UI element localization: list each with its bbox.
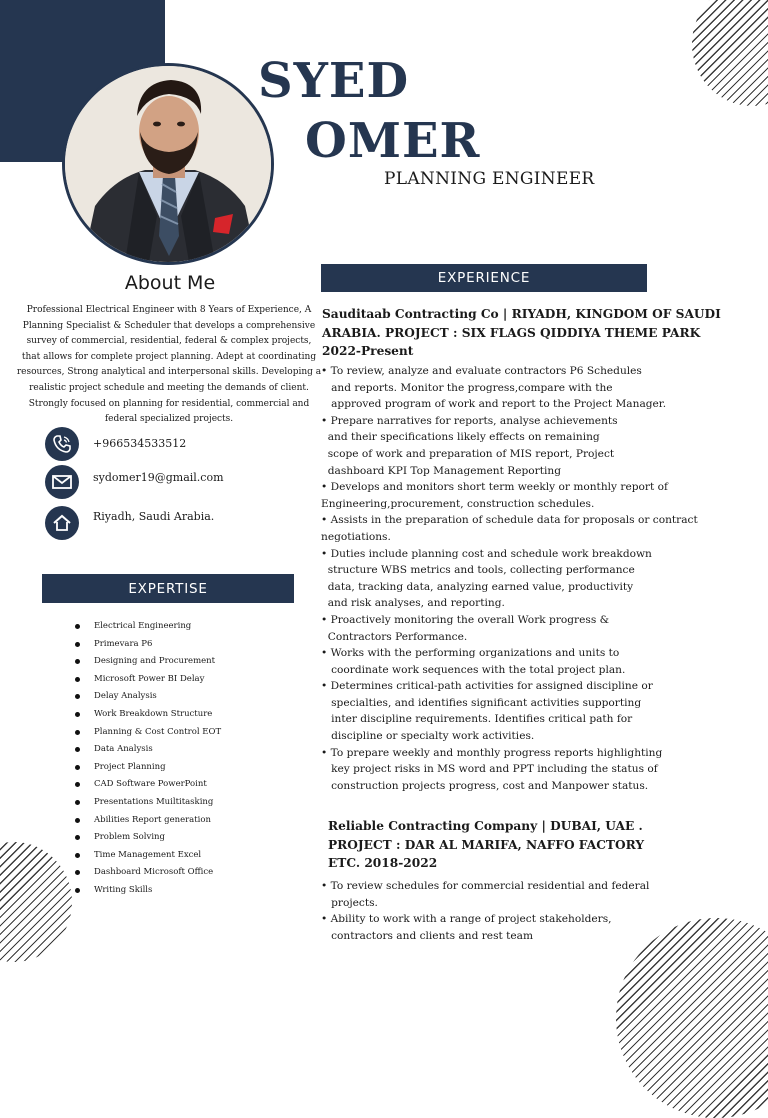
job-header — [328, 817, 658, 873]
about-line: realistic project schedule and meeting the demands of client. — [29, 382, 309, 393]
hatched-circle-decoration — [0, 842, 72, 962]
email-address[interactable]: sydomer19@gmail.com — [93, 471, 224, 484]
bullet-line: dashboard KPI Top Management Reporting — [321, 464, 561, 477]
list-item: Electrical Engineering — [74, 619, 221, 637]
address: Riyadh, Saudi Arabia. — [93, 510, 215, 523]
list-item: Abilities Report generation — [74, 813, 221, 831]
bullet-line: discipline or specialty work activities. — [321, 730, 535, 743]
job-title: PLANNING ENGINEER — [384, 169, 595, 189]
bullet-line: and risk analyses, and reporting. — [321, 597, 505, 610]
job-header-line: PROJECT : DAR AL MARIFA, NAFFO FACTORY — [328, 837, 645, 852]
bullet-line: and their specifications likely effects on remaining — [321, 431, 600, 444]
about-line: Strongly focused on planning for residential, commercial and — [28, 398, 310, 409]
bullet-line: • Works with the performing organizations and units to — [321, 647, 620, 660]
bullet-line: approved program of work and report to the Project Manager. — [321, 398, 667, 411]
bullet-line: • Determines critical-path activities for assigned discipline or — [321, 680, 653, 693]
bullet-line: structure WBS metrics and tools, collecting performance — [321, 564, 635, 577]
job-header-line: Sauditaab Contracting Co | RIYADH, KINGDOM OF SAUDI — [322, 307, 721, 321]
list-item: Dashboard Microsoft Office — [74, 865, 221, 883]
expertise-list — [74, 619, 221, 901]
bullet-line: • Ability to work with a range of project stakeholders, — [321, 913, 612, 926]
bullet-line: • Proactively monitoring the overall Work progress & — [321, 613, 610, 626]
list-item: Primevara P6 — [74, 637, 221, 655]
bullet-line: inter discipline requirements. Identifies critical path for — [321, 713, 633, 726]
list-item: Planning & Cost Control EOT — [74, 725, 221, 743]
bullet-line: data, tracking data, analyzing earned value, productivity — [321, 580, 634, 593]
bullet-line: projects. — [321, 896, 378, 909]
about-line: federal specialized projects. — [104, 414, 234, 425]
list-item: Project Planning — [74, 760, 221, 778]
experience-heading: EXPERIENCE — [321, 264, 647, 292]
hatched-circle-decoration — [616, 918, 768, 1118]
job-header-line: 2022-Present — [322, 344, 414, 358]
name-second-line: OMER — [305, 113, 481, 169]
bullet-line: Contractors Performance. — [321, 630, 468, 643]
bullet-line: key project risks in MS word and PPT including the status of — [321, 763, 658, 776]
envelope-icon — [45, 465, 79, 499]
list-item: Designing and Procurement — [74, 654, 221, 672]
list-item: Writing Skills — [74, 883, 221, 901]
profile-photo — [62, 63, 274, 265]
about-line: that allows for complete project planning. Adept at coordinating — [21, 351, 317, 362]
about-line: Professional Electrical Engineer with 8 Years of Experience, A — [26, 305, 312, 315]
job-header-line: ETC. 2018-2022 — [328, 856, 438, 870]
bullet-line: construction projects progress, cost and Manpower status. — [321, 779, 649, 792]
about-text — [14, 303, 324, 428]
about-line: resources, Strong analytical and interpersonal skills. Developing a — [16, 367, 322, 378]
job-header — [322, 305, 722, 361]
list-item: Delay Analysis — [74, 689, 221, 707]
about-line: survey of commercial, residential, federal & complex projects, — [26, 336, 312, 347]
bullet-line: • Assists in the preparation of schedule data for proposals or contract — [321, 514, 698, 527]
bullet-line: negotiations. — [321, 530, 391, 543]
job-header-line: Reliable Contracting Company | DUBAI, UAE . — [328, 819, 643, 833]
phone-icon — [45, 427, 79, 461]
bullet-line: Engineering,procurement, construction schedules. — [321, 497, 595, 510]
about-heading: About Me — [124, 272, 216, 294]
list-item: CAD Software PowerPoint — [74, 777, 221, 795]
expertise-heading: EXPERTISE — [42, 574, 294, 603]
list-item: Work Breakdown Structure — [74, 707, 221, 725]
bullet-line: • To review, analyze and evaluate contractors P6 Schedules — [321, 365, 642, 377]
list-item: Data Analysis — [74, 742, 221, 760]
home-icon — [45, 506, 79, 540]
list-item: Microsoft Power BI Delay — [74, 672, 221, 690]
bullet-line: • To prepare weekly and monthly progress reports highlighting — [321, 746, 663, 759]
about-line: Planning Specialist & Scheduler that develops a comprehensive — [22, 320, 316, 331]
list-item: Presentations Muiltitasking — [74, 795, 221, 813]
bullet-line: coordinate work sequences with the total project plan. — [321, 663, 626, 676]
list-item: Problem Solving — [74, 830, 221, 848]
bullet-line: • Duties include planning cost and schedule work breakdown — [321, 547, 652, 560]
name-first-line: SYED — [258, 53, 410, 109]
phone-number[interactable]: +966534533512 — [93, 437, 187, 450]
bullet-line: • To review schedules for commercial residential and federal — [321, 880, 650, 892]
bullet-line: and reports. Monitor the progress,compare with the — [321, 381, 613, 394]
job-bullets — [321, 363, 741, 794]
bullet-line: • Develops and monitors short term weekly or monthly report of — [321, 481, 668, 494]
hatched-circle-decoration — [692, 0, 768, 106]
bullet-line: • Prepare narratives for reports, analyse achievements — [321, 414, 618, 427]
job-bullets — [321, 878, 741, 944]
bullet-line: contractors and clients and rest team — [321, 929, 534, 942]
list-item: Time Management Excel — [74, 848, 221, 866]
job-header-line: ARABIA. PROJECT : SIX FLAGS QIDDIYA THEME PARK — [322, 325, 701, 340]
bullet-line: specialties, and identifies significant activities supporting — [321, 696, 642, 709]
bullet-line: scope of work and preparation of MIS report, Project — [321, 447, 615, 460]
